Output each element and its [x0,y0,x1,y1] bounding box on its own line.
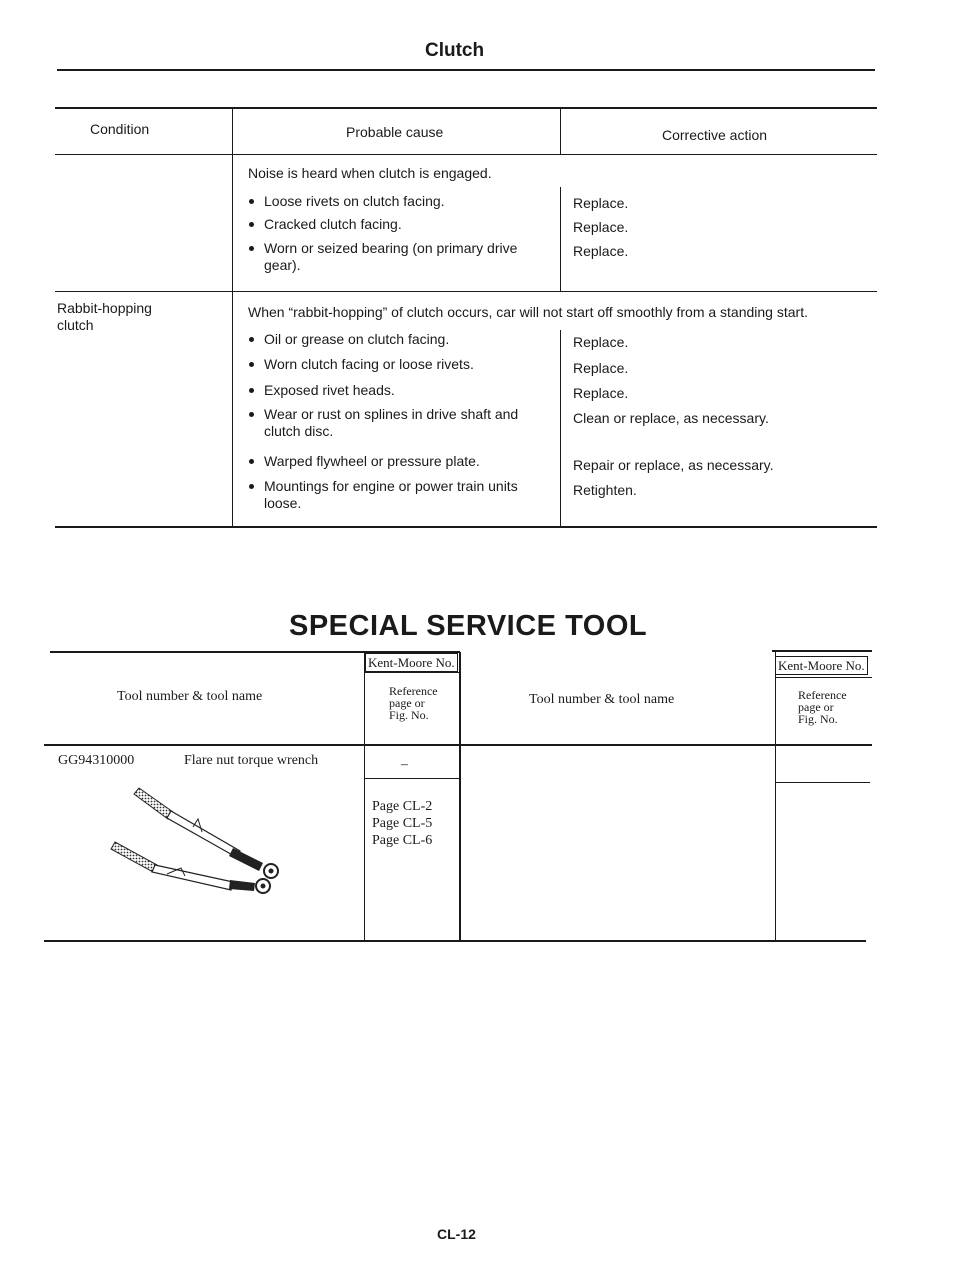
tool-name: Flare nut torque wrench [184,753,319,768]
cause-item: Worn clutch facing or loose rivets. [248,356,474,373]
kent-moore-subrule [365,672,460,673]
cause-item: Worn or seized bearing (on primary drive gear). [248,240,544,274]
tool-table-top-rule [772,650,872,652]
reference-label-line: page or [798,700,834,714]
header-rule [57,69,875,71]
table-bottom-rule [55,526,877,528]
reference-page: Page CL-2 [372,799,433,814]
kent-moore-subrule [776,677,872,678]
column-header-kent-moore: Kent-Moore No. [365,653,458,672]
cause-item: Mountings for engine or power train units loose. [248,478,544,512]
corrective-action: Replace. [573,385,629,401]
col-divider-condition [232,108,233,527]
reference-page: Page CL-6 [372,833,433,848]
tool-col-divider [459,652,461,941]
column-header-tool-number-name: Tool number & tool name [117,689,263,704]
column-header-reference [389,685,438,721]
column-header-kent-moore: Kent-Moore No. [775,656,868,675]
column-header-probable-cause: Probable cause [346,124,444,140]
wrench-lower [111,842,270,893]
table-top-rule [55,107,877,109]
condition-label: Rabbit-hopping clutch [57,300,152,333]
cause-item: Loose rivets on clutch facing. [248,193,445,210]
reference-label-line: Fig. No. [389,708,429,722]
corrective-action: Replace. [573,360,629,376]
column-header-condition: Condition [90,121,150,137]
page-title: Clutch [425,40,485,61]
corrective-action: Replace. [573,195,629,211]
tool-table-header-rule [44,744,872,746]
reference-label-line: page or [389,696,425,710]
reference-label-line: Reference [798,688,847,702]
page-number: CL-12 [437,1226,476,1242]
reference-page: Page CL-5 [372,816,433,831]
corrective-action: Clean or replace, as necessary. [573,410,769,426]
reference-label-line: Fig. No. [798,712,838,726]
tool-col-divider [364,652,365,941]
column-header-corrective-action: Corrective action [662,127,768,143]
tool-col-divider [775,652,776,941]
torque-wrench-illustration [105,782,295,894]
tool-number: GG94310000 [58,753,135,768]
column-header-reference [798,689,847,725]
cause-item: Cracked clutch facing. [248,216,402,233]
corrective-action: Retighten. [573,482,637,498]
cause-item: Oil or grease on clutch facing. [248,331,449,348]
reference-pages [372,798,432,849]
corrective-action: Repair or replace, as necessary. [573,457,774,473]
table-header-rule [55,154,877,155]
reference-subrule [776,782,870,783]
cause-intro: When “rabbit-hopping” of clutch occurs, car will not start off smoothly from a standing start. [248,304,808,320]
col-divider-action [560,108,561,155]
column-header-tool-number-name: Tool number & tool name [529,692,675,707]
reference-label-line: Reference [389,684,438,698]
cause-item: Exposed rivet heads. [248,382,395,399]
col-divider-action [560,330,561,527]
cause-item: Warped flywheel or pressure plate. [248,453,480,470]
corrective-action: Replace. [573,334,629,350]
kent-moore-number: – [401,757,408,772]
cause-intro: Noise is heard when clutch is engaged. [248,165,492,181]
corrective-action: Replace. [573,243,629,259]
row-separator [55,291,877,292]
corrective-action: Replace. [573,219,629,235]
cause-item: Wear or rust on splines in drive shaft and clutch disc. [248,406,544,440]
reference-subrule [365,778,460,779]
col-divider-action [560,187,561,291]
section-title: SPECIAL SERVICE TOOL [289,610,648,642]
tool-table-bottom-rule [44,940,866,942]
